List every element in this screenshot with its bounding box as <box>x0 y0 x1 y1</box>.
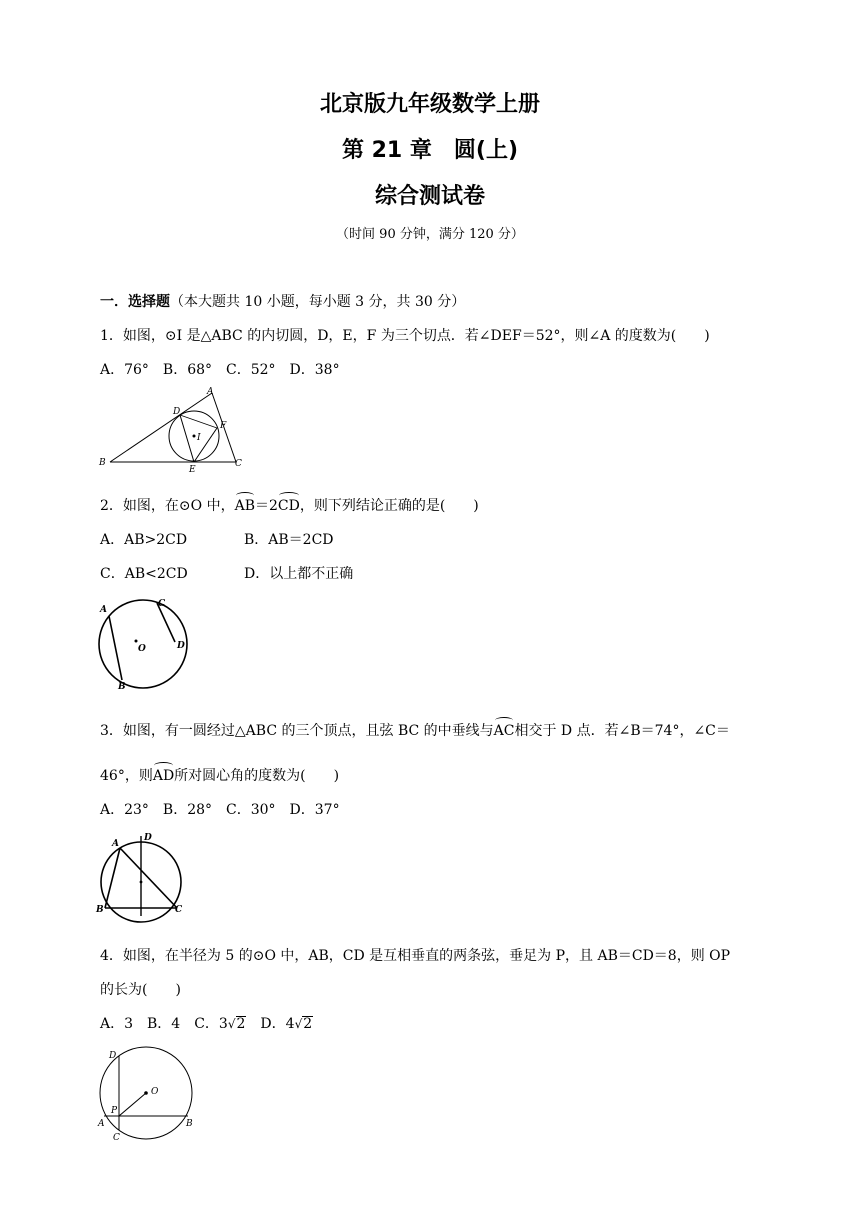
q2-option-b: B．AB＝2CD <box>244 532 334 548</box>
q1-label-e: E <box>189 465 196 475</box>
q3-arc-ac: AC <box>493 723 515 739</box>
q4-label-b: B <box>186 1119 193 1129</box>
q1-label-i: I <box>197 433 201 443</box>
test-info: （时间 90 分钟，满分 120 分） <box>336 227 524 242</box>
q4-root-c: 2 <box>236 1016 246 1032</box>
q1-label-b: B <box>99 458 106 468</box>
q2-label-o: O <box>138 644 146 654</box>
section-label: 一．选择题 <box>100 294 170 310</box>
q3-label-b: B <box>96 905 104 915</box>
q2-label-a: A <box>100 605 107 615</box>
q1-label-d: D <box>173 407 181 417</box>
q3-arc-ad: AD <box>152 768 175 784</box>
chapter-title: 第 21 章 圆(上) <box>341 138 519 163</box>
q3-stem-line2 <box>100 766 339 786</box>
q2-option-d: D．以上都不正确 <box>244 566 354 582</box>
q2-arc-ab: AB <box>234 498 255 514</box>
q3-label-c: C <box>175 905 183 915</box>
section-heading <box>100 292 465 312</box>
q2-stem-post: ，则下列结论正确的是( ) <box>299 498 479 514</box>
q2-label-d: D <box>177 641 185 651</box>
q3-figure <box>96 830 192 922</box>
q2-arc-cd: CD <box>277 498 300 514</box>
q1-options: A．76° B．68° C．52° D．38° <box>100 362 340 378</box>
q4-label-d: D <box>109 1051 117 1061</box>
q1-stem: 1．如图，⊙I 是△ABC 的内切圆，D，E，F 为三个切点．若∠DEF＝52°，则∠A 的度数为( ) <box>100 328 710 344</box>
q3-label-d: D <box>144 833 152 843</box>
q1-label-f: F <box>220 421 227 431</box>
q4-options: A．3 B．4 C．3√2 D．4√2 <box>100 1016 313 1032</box>
q4-stem-line2: 的长为( ) <box>100 982 181 998</box>
q2-stem <box>100 496 479 516</box>
q4-label-a: A <box>98 1119 105 1129</box>
q4-root-d: 2 <box>303 1016 313 1032</box>
q2-option-a: A．AB>2CD <box>100 532 188 548</box>
q4-label-p: P <box>111 1106 118 1116</box>
test-title: 综合测试卷 <box>374 184 485 209</box>
q4-options-pre: A．3 B．4 C．3 <box>100 1016 228 1032</box>
q3-line2-pre: 46°，则 <box>100 768 153 784</box>
q2-stem-mid: ＝2 <box>254 498 278 514</box>
q4-stem-line1: 4．如图，在半径为 5 的⊙O 中，AB，CD 是互相垂直的两条弦，垂足为 P，且 AB＝CD＝8，则 OP <box>100 948 731 964</box>
q2-figure <box>96 596 192 692</box>
q2-option-c: C．AB<2CD <box>100 566 188 582</box>
q3-line1-pre: 3．如图，有一圆经过△ABC 的三个顶点，且弦 BC 的中垂线与 <box>100 723 494 739</box>
q2-label-b: B <box>118 682 126 692</box>
q3-options: A．23° B．28° C．30° D．37° <box>100 802 340 818</box>
q1-label-c: C <box>235 459 242 469</box>
q3-stem-line1 <box>100 721 730 741</box>
q2-stem-pre: 2．如图，在⊙O 中， <box>100 498 235 514</box>
q1-figure <box>96 386 246 476</box>
q4-label-o: O <box>151 1087 159 1097</box>
q4-options-mid: D．4 <box>246 1016 295 1032</box>
q3-line1-post: 相交于 D 点．若∠B＝74°，∠C＝ <box>514 723 730 739</box>
q2-label-c: C <box>158 599 166 609</box>
q4-figure <box>96 1046 206 1142</box>
q3-line2-post: 所对圆心角的度数为( ) <box>174 768 340 784</box>
section-note: （本大题共 10 小题，每小题 3 分，共 30 分） <box>170 294 466 310</box>
q4-label-c: C <box>113 1133 120 1143</box>
q3-label-a: A <box>112 839 119 849</box>
q1-label-a: A <box>207 387 214 397</box>
doc-title: 北京版九年级数学上册 <box>319 92 540 117</box>
